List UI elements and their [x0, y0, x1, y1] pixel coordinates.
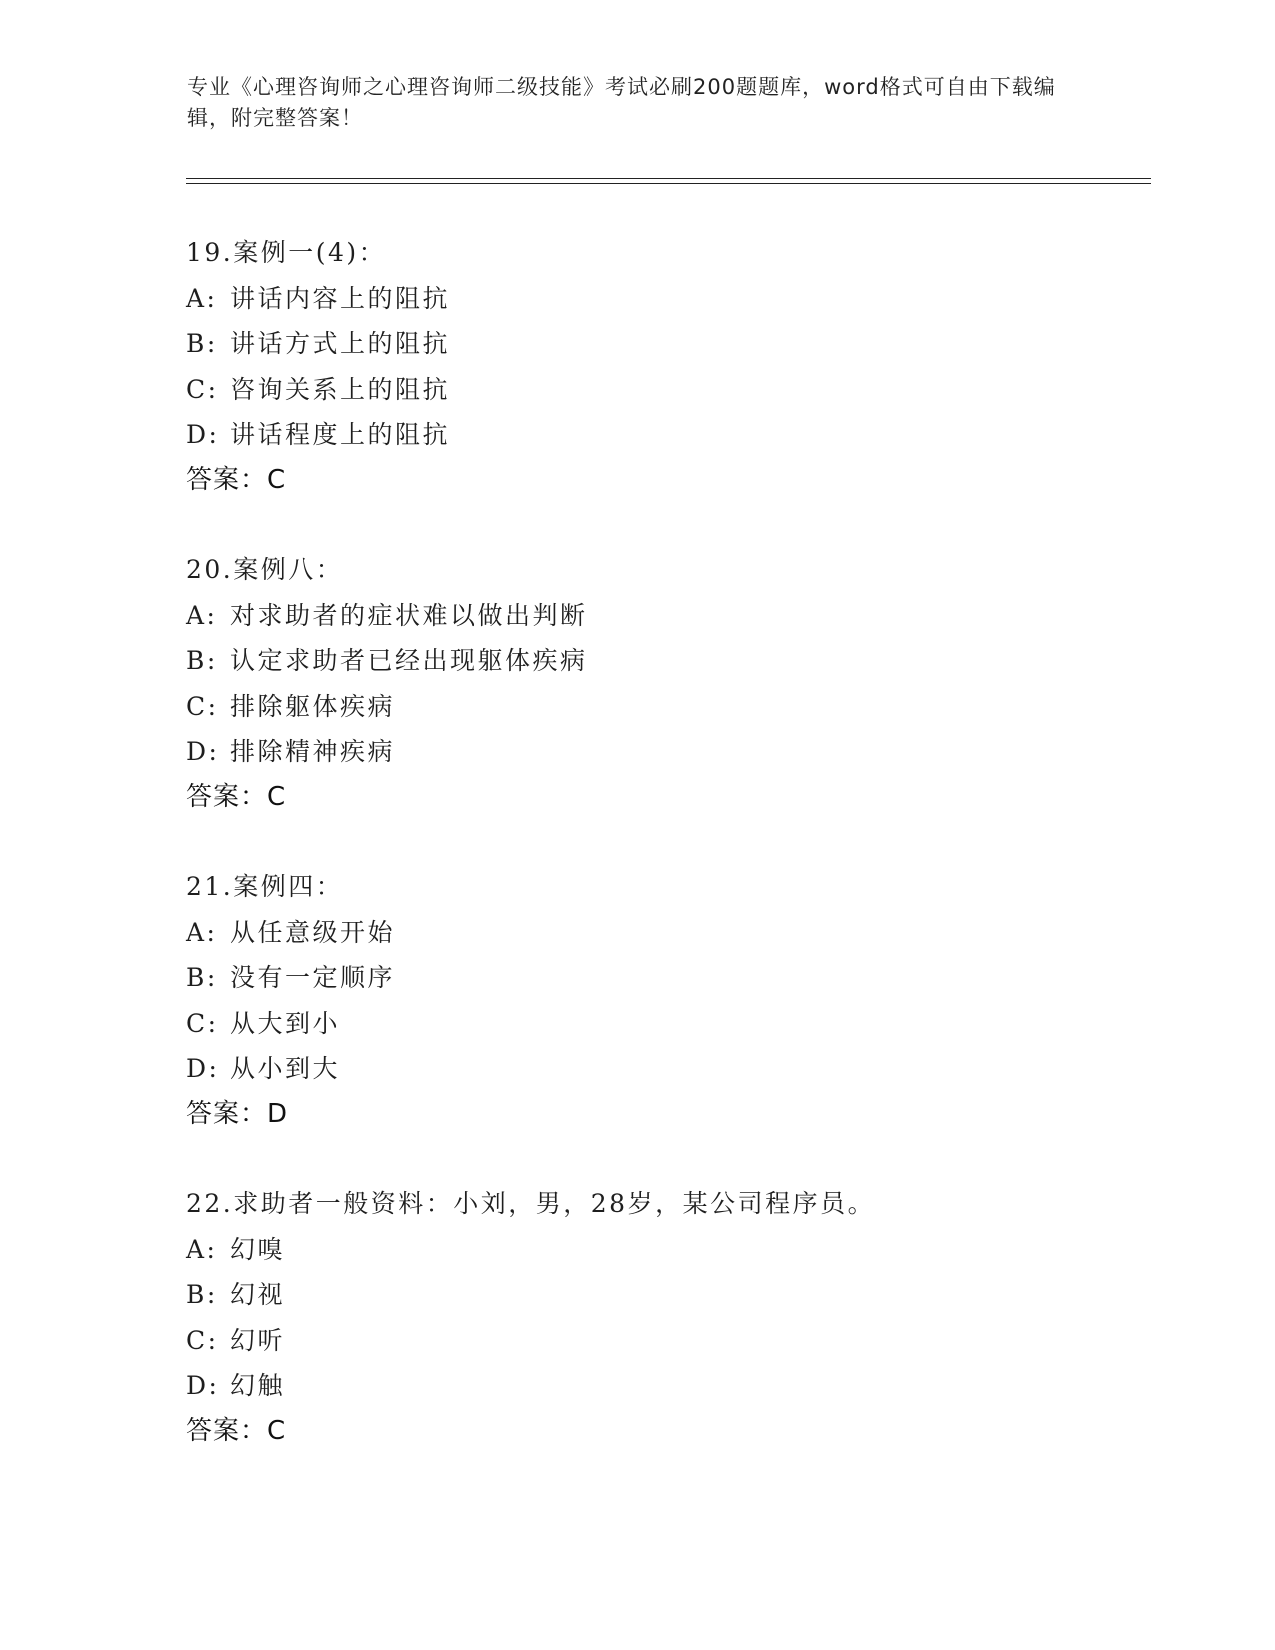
option-letter: C:: [186, 691, 219, 721]
option-text: 幻听: [230, 1325, 286, 1355]
option-c: [186, 1318, 1146, 1364]
answer-line: 答案：C: [186, 781, 287, 812]
option-letter: A:: [186, 917, 218, 947]
option-letter: C:: [186, 1325, 219, 1355]
option-letter: D:: [186, 1054, 220, 1083]
question-block: [186, 547, 1146, 820]
option-letter: A:: [186, 1234, 218, 1264]
option-text: 幻嗅: [230, 1234, 286, 1264]
option-letter: D:: [186, 420, 220, 449]
header-text: 专业《心理咨询师之心理咨询师二级技能》考试必刷200题题库，word格式可自由下载编辑，附完整答案！: [187, 75, 1056, 130]
document-header: [187, 72, 1067, 134]
option-text: 幻视: [230, 1280, 286, 1309]
option-letter: D:: [186, 737, 220, 766]
question-block: [186, 864, 1146, 1137]
option-text: 没有一定顺序: [230, 963, 396, 992]
option-text: 从大到小: [230, 1008, 341, 1038]
option-b: [186, 955, 1146, 1001]
question-title: 22.求助者一般资料：小刘，男，28岁，某公司程序员。: [186, 1189, 876, 1218]
option-letter: B:: [186, 1280, 218, 1309]
header-divider-top: [186, 178, 1151, 179]
option-a: [186, 910, 1146, 956]
option-letter: A:: [186, 283, 218, 313]
question-block: [186, 1181, 1146, 1454]
option-text: 幻触: [230, 1371, 286, 1400]
question-title: 20.案例八：: [186, 555, 344, 584]
option-letter: B:: [186, 963, 218, 992]
option-letter: B:: [186, 329, 218, 358]
question-block: [186, 230, 1146, 503]
option-a: [186, 1227, 1146, 1273]
option-letter: A:: [186, 600, 218, 630]
answer-line: 答案：D: [186, 1098, 289, 1129]
option-text: 认定求助者已经出现躯体疾病: [230, 646, 588, 675]
option-a: [186, 276, 1146, 322]
option-b: [186, 321, 1146, 367]
option-d: [186, 1046, 1146, 1092]
option-text: 从任意级开始: [230, 917, 396, 947]
option-c: [186, 367, 1146, 413]
option-text: 讲话方式上的阻抗: [230, 329, 451, 358]
option-text: 讲话程度上的阻抗: [230, 420, 451, 449]
option-d: [186, 729, 1146, 775]
option-d: [186, 412, 1146, 458]
option-text: 排除躯体疾病: [230, 691, 396, 721]
option-letter: C:: [186, 374, 219, 404]
option-text: 对求助者的症状难以做出判断: [230, 600, 588, 630]
option-text: 排除精神疾病: [230, 737, 396, 766]
option-b: [186, 1272, 1146, 1318]
option-d: [186, 1363, 1146, 1409]
option-letter: D:: [186, 1371, 220, 1400]
option-a: [186, 593, 1146, 639]
header-divider-bottom: [186, 183, 1151, 184]
option-c: [186, 1001, 1146, 1047]
option-text: 从小到大: [230, 1054, 341, 1083]
answer-line: 答案：C: [186, 1415, 287, 1446]
option-b: [186, 638, 1146, 684]
option-letter: B:: [186, 646, 218, 675]
option-text: 讲话内容上的阻抗: [230, 283, 451, 313]
question-title: 21.案例四：: [186, 872, 344, 901]
option-text: 咨询关系上的阻抗: [230, 374, 451, 404]
option-c: [186, 684, 1146, 730]
option-letter: C:: [186, 1008, 219, 1038]
answer-line: 答案：C: [186, 464, 287, 495]
question-title: 19.案例一(4)：: [186, 238, 387, 267]
